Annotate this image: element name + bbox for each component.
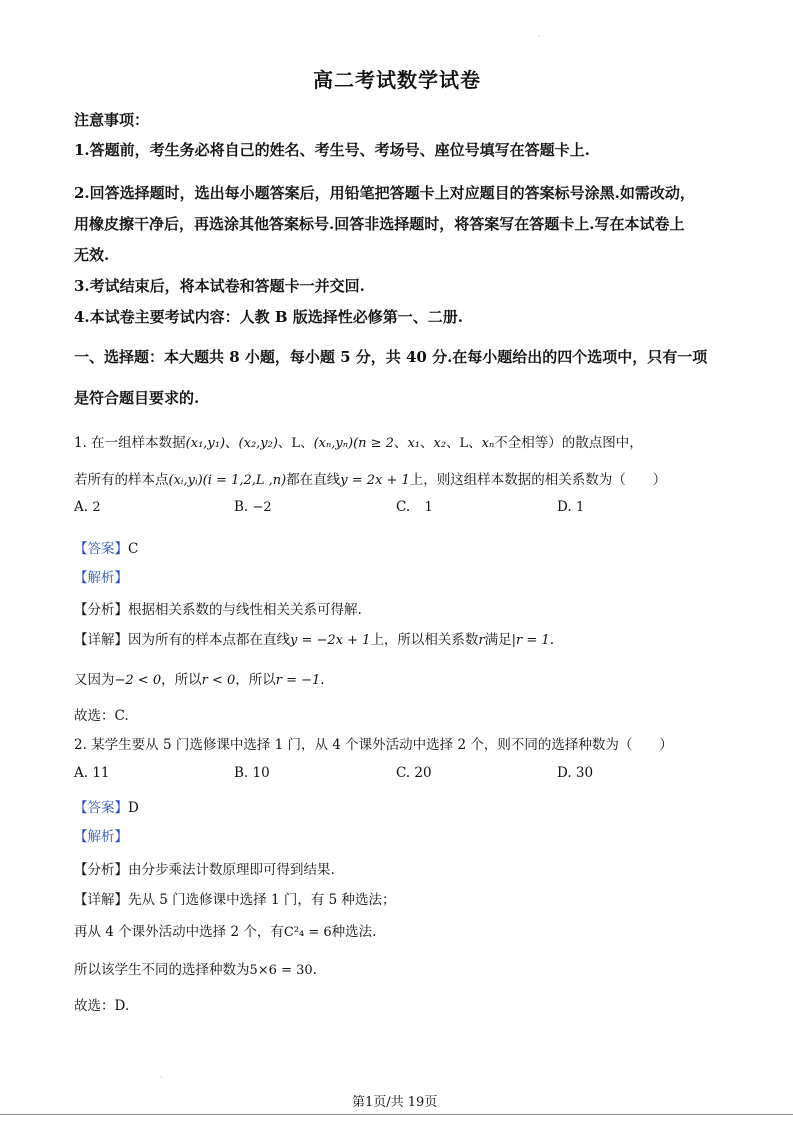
- q1-sep-3: 、: [300, 435, 314, 451]
- q2-option-d: D. 30: [557, 765, 594, 781]
- q2-answer-value: D: [128, 800, 139, 816]
- q2-option-a: A. 11: [74, 765, 110, 781]
- q1-point-n: (xₙ,yₙ): [313, 436, 354, 451]
- q1-stem-line-1: [74, 431, 643, 451]
- q1-option-c-label: C.: [396, 499, 411, 515]
- notice-item-2-line-1: 2.回答选择题时，选出每小题答案后，用铅笔把答题卡上对应题目的答案标号涂黑.如需改动，: [74, 184, 695, 202]
- q1-option-d-label: D.: [557, 499, 572, 515]
- notice-item-2-line-2: 用橡皮擦干净后，再选涂其他答案标号.回答非选择题时，将答案写在答题卡上.写在本试卷上: [74, 215, 685, 233]
- q1-again: [74, 668, 325, 688]
- notice-item-1: 1.答题前，考生务必将自己的姓名、考生号、考场号、座位号填写在答题卡上.: [74, 141, 590, 159]
- q2-combination: C²₄ = 6: [283, 925, 332, 940]
- q2-choose: 故选：D.: [74, 998, 130, 1014]
- q1-xj-part-2: 上，所以相关系数: [370, 632, 479, 648]
- q2-option-c: C. 20: [396, 765, 432, 781]
- q1-xj-r: r: [478, 633, 485, 648]
- q2-xiangjie-tag: 【详解】: [74, 892, 128, 908]
- q1-stem-prefix: 1. 在一组样本数据: [74, 435, 186, 451]
- q1-option-b: [234, 499, 272, 515]
- q1-stem-line-2: [74, 468, 666, 488]
- notice-item-3: 3.考试结束后，将本试卷和答题卡一并交回.: [74, 277, 365, 295]
- q1-stem-suffix: 不全相等）的散点图中，: [494, 435, 643, 451]
- corner-mark: ·: [538, 32, 541, 41]
- q1-again-eq-3: r = −1: [275, 673, 321, 688]
- q2-fenxi-tag: 【分析】: [74, 862, 128, 878]
- q1-xj-abs: |r = 1: [511, 633, 550, 648]
- q1-answer-value: C: [128, 541, 139, 557]
- section-heading-line-2: 是符合题目要求的.: [74, 389, 200, 407]
- q1-ellipsis-2: L: [459, 436, 469, 451]
- q2-line-2: [74, 920, 376, 940]
- q2-line-2-part-1: 再从 4 个课外活动中选择 2 个，有: [74, 924, 284, 940]
- q1-choose: 故选：C.: [74, 708, 129, 724]
- q2-fenxi-text: 由分步乘法计数原理即可得到结果.: [128, 862, 335, 878]
- q1-sep-7: 、: [468, 435, 482, 451]
- q1-line2-mid: 都在直线: [286, 472, 341, 488]
- q1-option-d: [557, 499, 584, 515]
- section-heading-line-1: 一、选择题：本大题共 8 小题，每小题 5 分，共 40 分.在每小题给出的四个选项中，只有一项: [74, 348, 708, 366]
- q1-x2: x₂: [433, 436, 447, 451]
- q2-xiangjie: [74, 888, 396, 908]
- q1-answer-tag: 【答案】: [74, 541, 128, 557]
- q1-analysis-tag: 【解析】: [74, 570, 128, 586]
- q2-stem: 2. 某学生要从 5 门选修课中选择 1 门，从 4 个课外活动中选择 2 个，则不同的选择种数为（ ）: [74, 737, 673, 753]
- q1-xiangjie-tag: 【详解】: [74, 632, 128, 648]
- q1-line2-prefix: 若所有的样本点: [74, 472, 169, 488]
- q1-xj-part-3: 满足: [484, 632, 512, 648]
- q2-line-3-part-1: 所以该学生不同的选择种数为: [74, 962, 250, 978]
- notice-heading: 注意事项：: [74, 111, 150, 129]
- q2-line-3-part-2: .: [312, 962, 317, 978]
- q1-x1: x₁: [407, 436, 420, 451]
- page-title: 高二考试数学试卷: [313, 68, 481, 92]
- q1-fenxi-text: 根据相关系数的与线性相关关系可得解.: [128, 602, 362, 618]
- q1-option-c: [396, 499, 433, 515]
- q1-option-a: [74, 499, 101, 515]
- q1-sep-4: 、: [393, 435, 408, 451]
- q1-answer: [74, 537, 138, 557]
- q1-point-1: (x₁,y₁): [185, 436, 226, 451]
- q2-answer: [74, 796, 139, 816]
- q1-xj-equation: y = −2x + 1: [290, 633, 371, 648]
- q1-option-a-value: 2: [92, 500, 101, 515]
- q2-xiangjie-text: 先从 5 门选修课中选择 1 门，有 5 种选法；: [128, 892, 396, 908]
- q1-ellipsis: L: [291, 436, 301, 451]
- q2-option-b: B. 10: [234, 765, 270, 781]
- q1-sep-1: 、: [225, 435, 239, 451]
- page-footer: 第1页/共 19页: [352, 1095, 438, 1110]
- q1-sep-6: 、: [446, 435, 460, 451]
- q1-again-eq-2: r < 0: [201, 673, 236, 688]
- q1-fenxi: [74, 598, 362, 618]
- footer-mark: ·: [160, 1073, 163, 1082]
- q2-product: 5×6 = 30: [249, 963, 313, 978]
- q1-xj-part-1: 因为所有的样本点都在直线: [128, 632, 290, 648]
- q1-option-c-value: 1: [424, 500, 433, 515]
- q1-xiangjie: [74, 628, 554, 648]
- q1-condition: (n ≥ 2: [353, 436, 394, 451]
- notice-item-4: 4.本试卷主要考试内容：人教 B 版选择性必修第一、二册.: [74, 308, 464, 326]
- q1-sep-5: 、: [419, 435, 434, 451]
- q1-again-2: ，所以: [161, 672, 202, 688]
- footer-rule: [0, 1114, 793, 1115]
- q1-option-b-label: B.: [234, 499, 249, 515]
- q1-again-1: 又因为: [74, 672, 115, 688]
- q1-fenxi-tag: 【分析】: [74, 602, 128, 618]
- q1-xn: xₙ: [481, 436, 495, 451]
- q2-fenxi: [74, 858, 335, 878]
- q1-option-a-label: A.: [74, 499, 89, 515]
- q1-option-b-value: −2: [252, 500, 272, 515]
- q2-line-2-part-2: 种选法.: [331, 924, 377, 940]
- q1-point-2: (x₂,y₂): [238, 436, 278, 451]
- q1-line2-suffix: 上，则这组样本数据的相关系数为（ ）: [409, 472, 667, 488]
- q1-xj-part-4: .: [549, 632, 554, 648]
- q1-again-3: ，所以: [235, 672, 276, 688]
- q2-line-3: [74, 958, 317, 978]
- q1-again-4: .: [320, 672, 325, 688]
- q1-sample-point: (xᵢ,yᵢ)(i = 1,2,L ,n): [168, 473, 287, 488]
- notice-item-2-line-3: 无效.: [74, 246, 110, 264]
- q1-sep-2: 、: [277, 435, 292, 451]
- q2-answer-tag: 【答案】: [74, 800, 128, 816]
- q1-line-equation: y = 2x + 1: [340, 473, 410, 488]
- q2-analysis-tag: 【解析】: [74, 829, 128, 845]
- q1-option-d-value: 1: [575, 500, 585, 515]
- q1-again-eq-1: −2 < 0: [114, 673, 162, 688]
